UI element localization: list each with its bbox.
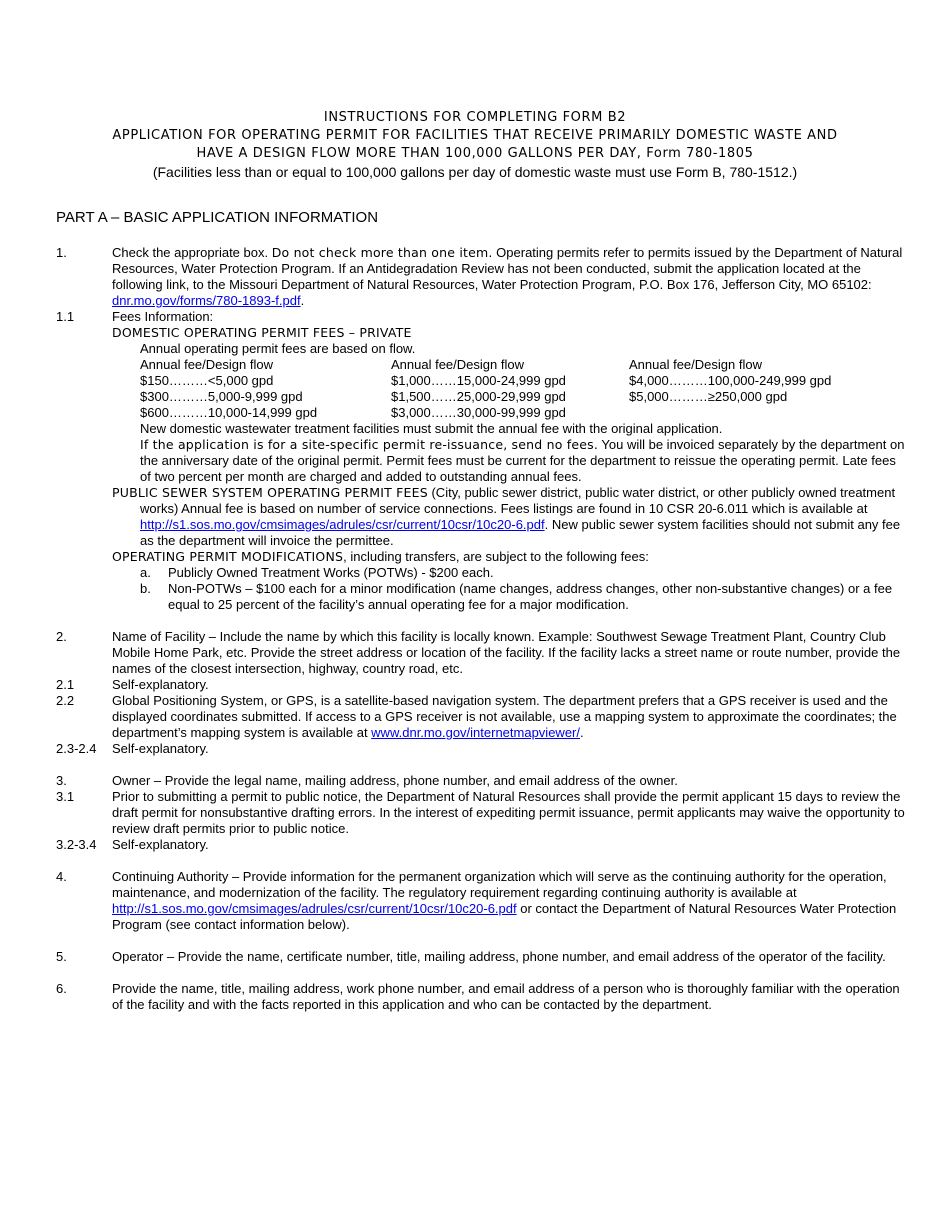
- section-heading-part-a: PART A – BASIC APPLICATION INFORMATION: [56, 209, 379, 226]
- title-line-1: INSTRUCTIONS FOR COMPLETING FORM B2: [323, 110, 627, 125]
- modifications-heading: OPERATING PERMIT MODIFICATIONS: [112, 549, 344, 564]
- item-3-1: [56, 789, 906, 837]
- title-line-4: (Facilities less than or equal to 100,000 gallons per day of domestic waste must use Form B, 780-1512.): [152, 164, 798, 180]
- domestic-fees-heading: DOMESTIC OPERATING PERMIT FEES – PRIVATE: [112, 325, 412, 340]
- antidegradation-form-link[interactable]: dnr.mo.gov/forms/780-1893-f.pdf: [112, 293, 301, 308]
- text-run: You will be invoiced separately by the department on the anniversary date of the original permit. Permit fees must be current for the department to reissue the operating permit. Late fees of two percent per month are charged and added to outstanding annual fees.: [140, 437, 905, 484]
- text-run: .: [300, 293, 305, 308]
- sub-item-label: b.: [140, 581, 151, 596]
- text-run: (City, public sewer district, public water district, or other publicly owned treatment works) Annual fee is based on number of service connections. Fees listings are found in 10 CSR 20-6.011 which is available at: [140, 485, 896, 516]
- item-number: 1.: [56, 245, 67, 260]
- fee-cell: $4,000………100,000-249,999 gpd: [629, 373, 832, 388]
- item-5: [56, 949, 906, 965]
- item-2-1: [56, 677, 906, 693]
- item-text: Prior to submitting a permit to public notice, the Department of Natural Resources shall provide the permit applicant 15 days to review the draft permit for nonsubstantive drafting errors. In the interest of expediting permit issuance, permit applicants may waive the opportunity to review draft permits prior to public notice.: [112, 789, 905, 836]
- fee-cell: $600………10,000-14,999 gpd: [140, 405, 318, 420]
- item-text: Self-explanatory.: [112, 837, 209, 852]
- text-run-emphasis: Do not check more than one item.: [271, 245, 493, 260]
- fee-table-row: [112, 405, 906, 421]
- item-number: 3.: [56, 773, 67, 788]
- item-2-2: [56, 693, 906, 741]
- spacer: [56, 757, 906, 773]
- item-text: [112, 245, 906, 309]
- annual-based-text: Annual operating permit fees are based on flow.: [140, 341, 416, 356]
- item-number: 2.3-2.4: [56, 741, 97, 756]
- fees-label: Fees Information:: [112, 309, 214, 324]
- item-6: [56, 981, 906, 1013]
- fee-table-row: [112, 389, 906, 405]
- text-run: Check the appropriate box.: [112, 245, 272, 260]
- reissuance-text: [112, 437, 906, 485]
- item-text: [112, 869, 906, 933]
- fee-cell: $300………5,000-9,999 gpd: [140, 389, 303, 404]
- fee-table-row: [112, 373, 906, 389]
- spacer: [56, 853, 906, 869]
- item-number: 2.: [56, 629, 67, 644]
- item-1-1: [56, 309, 906, 613]
- item-3-2-3-4: [56, 837, 906, 853]
- text-run: , including transfers, are subject to the following fees:: [343, 549, 649, 564]
- sub-item-text: Non-POTWs – $100 each for a minor modification (name changes, address changes, other non-substantive changes) or a fee equal to 25 percent of the facility’s annual operating fee for a major modification.: [168, 581, 893, 612]
- item-2: [56, 629, 906, 677]
- item-number: 3.2-3.4: [56, 837, 97, 852]
- title-line-3: HAVE A DESIGN FLOW MORE THAN 100,000 GALLONS PER DAY, Form 780-1805: [196, 146, 754, 161]
- csr-rules-link[interactable]: http://s1.sos.mo.gov/cmsimages/adrules/csr/current/10csr/10c20-6.pdf: [140, 517, 545, 532]
- modification-item: [112, 581, 906, 613]
- new-facilities-text: New domestic wastewater treatment facilities must submit the annual fee with the original application.: [140, 421, 723, 436]
- item-4: [56, 869, 906, 933]
- fee-cell: $1,500……25,000-29,999 gpd: [391, 389, 566, 404]
- item-number: 2.1: [56, 677, 75, 692]
- item-1: [56, 245, 906, 309]
- spacer: [56, 933, 906, 949]
- item-number: 1.1: [56, 309, 75, 324]
- item-number: 3.1: [56, 789, 75, 804]
- fee-cell: $150………<5,000 gpd: [140, 373, 274, 388]
- item-number: 6.: [56, 981, 67, 996]
- text-run: Global Positioning System, or GPS, is a satellite-based navigation system. The department prefers that a GPS receiver is used and the displayed coordinates submitted. If access to a GPS receiver is not available, use a mapping system to approximate the coordinates; the department’s mapping system is available at: [112, 693, 897, 740]
- text-run-emphasis: If the application is for a site-specific permit re-issuance, send no fees.: [140, 437, 599, 452]
- text-run: Continuing Authority – Provide information for the permanent organization which will serve as the continuing authority for the operation, maintenance, and modernization of the facility. The regulatory requirement regarding continuing authority is available at: [112, 869, 887, 900]
- fee-cell: $5,000………≥250,000 gpd: [629, 389, 788, 404]
- continuing-authority-link[interactable]: http://s1.sos.mo.gov/cmsimages/adrules/csr/current/10csr/10c20-6.pdf: [112, 901, 517, 916]
- spacer: [56, 613, 906, 629]
- item-text: Operator – Provide the name, certificate number, title, mailing address, phone number, and email address of the operator of the facility.: [112, 949, 886, 964]
- spacer: [56, 965, 906, 981]
- text-run: . New public sewer system facilities should not submit any fee as the department will invoice the permittee.: [140, 517, 901, 548]
- modifications-fees: [112, 549, 906, 565]
- fee-cell: $3,000……30,000-99,999 gpd: [391, 405, 566, 420]
- fee-column-header: Annual fee/Design flow: [391, 357, 524, 372]
- item-number: 4.: [56, 869, 67, 884]
- text-run: .: [579, 725, 584, 740]
- item-text: Self-explanatory.: [112, 741, 209, 756]
- fee-cell: $1,000……15,000-24,999 gpd: [391, 373, 566, 388]
- item-3: [56, 773, 906, 789]
- map-viewer-link[interactable]: www.dnr.mo.gov/internetmapviewer/: [371, 725, 580, 740]
- fee-column-header: Annual fee/Design flow: [629, 357, 762, 372]
- title-line-2: APPLICATION FOR OPERATING PERMIT FOR FACILITIES THAT RECEIVE PRIMARILY DOMESTIC WASTE AND: [112, 128, 838, 143]
- fee-cell: [629, 405, 889, 421]
- item-number: 2.2: [56, 693, 75, 708]
- fee-table-header: [112, 357, 906, 373]
- title-block: [40, 109, 910, 181]
- item-text: Owner – Provide the legal name, mailing address, phone number, and email address of the owner.: [112, 773, 678, 788]
- sub-item-label: a.: [140, 565, 151, 580]
- item-number: 5.: [56, 949, 67, 964]
- item-text: [112, 693, 906, 741]
- public-sewer-fees: [112, 485, 906, 549]
- text-run: Operating permits refer to permits issued by the Department of Natural Resources, Water Protection Program. If an Antidegradation Review has not been conducted, submit the application located at the following link, to the Missouri Department of Natural Resources, Water Protection Program, P.O. Box 176, Jefferson City, MO 65102:: [112, 245, 903, 292]
- item-text: Name of Facility – Include the name by which this facility is locally known. Example: Southwest Sewage Treatment Plant, Country Club Mobile Home Park, etc. Provide the street address or location of the facility. If the facility lacks a street name or route number, provide the names of the closest intersection, highway, country road, etc.: [112, 629, 901, 676]
- text-run: or contact the Department of Natural Resources Water Protection Program (see contact information below).: [112, 901, 897, 932]
- public-sewer-heading: PUBLIC SEWER SYSTEM OPERATING PERMIT FEES: [112, 485, 428, 500]
- item-2-3-2-4: [56, 741, 906, 757]
- modification-item: [112, 565, 906, 581]
- sub-item-text: Publicly Owned Treatment Works (POTWs) - $200 each.: [168, 565, 494, 580]
- instructions-body: [56, 245, 906, 1013]
- item-text: Self-explanatory.: [112, 677, 209, 692]
- fee-column-header: Annual fee/Design flow: [140, 357, 273, 372]
- item-text: Provide the name, title, mailing address, work phone number, and email address of a person who is thoroughly familiar with the operation of the facility and with the facts reported in this application and who can be contacted by the department.: [112, 981, 900, 1012]
